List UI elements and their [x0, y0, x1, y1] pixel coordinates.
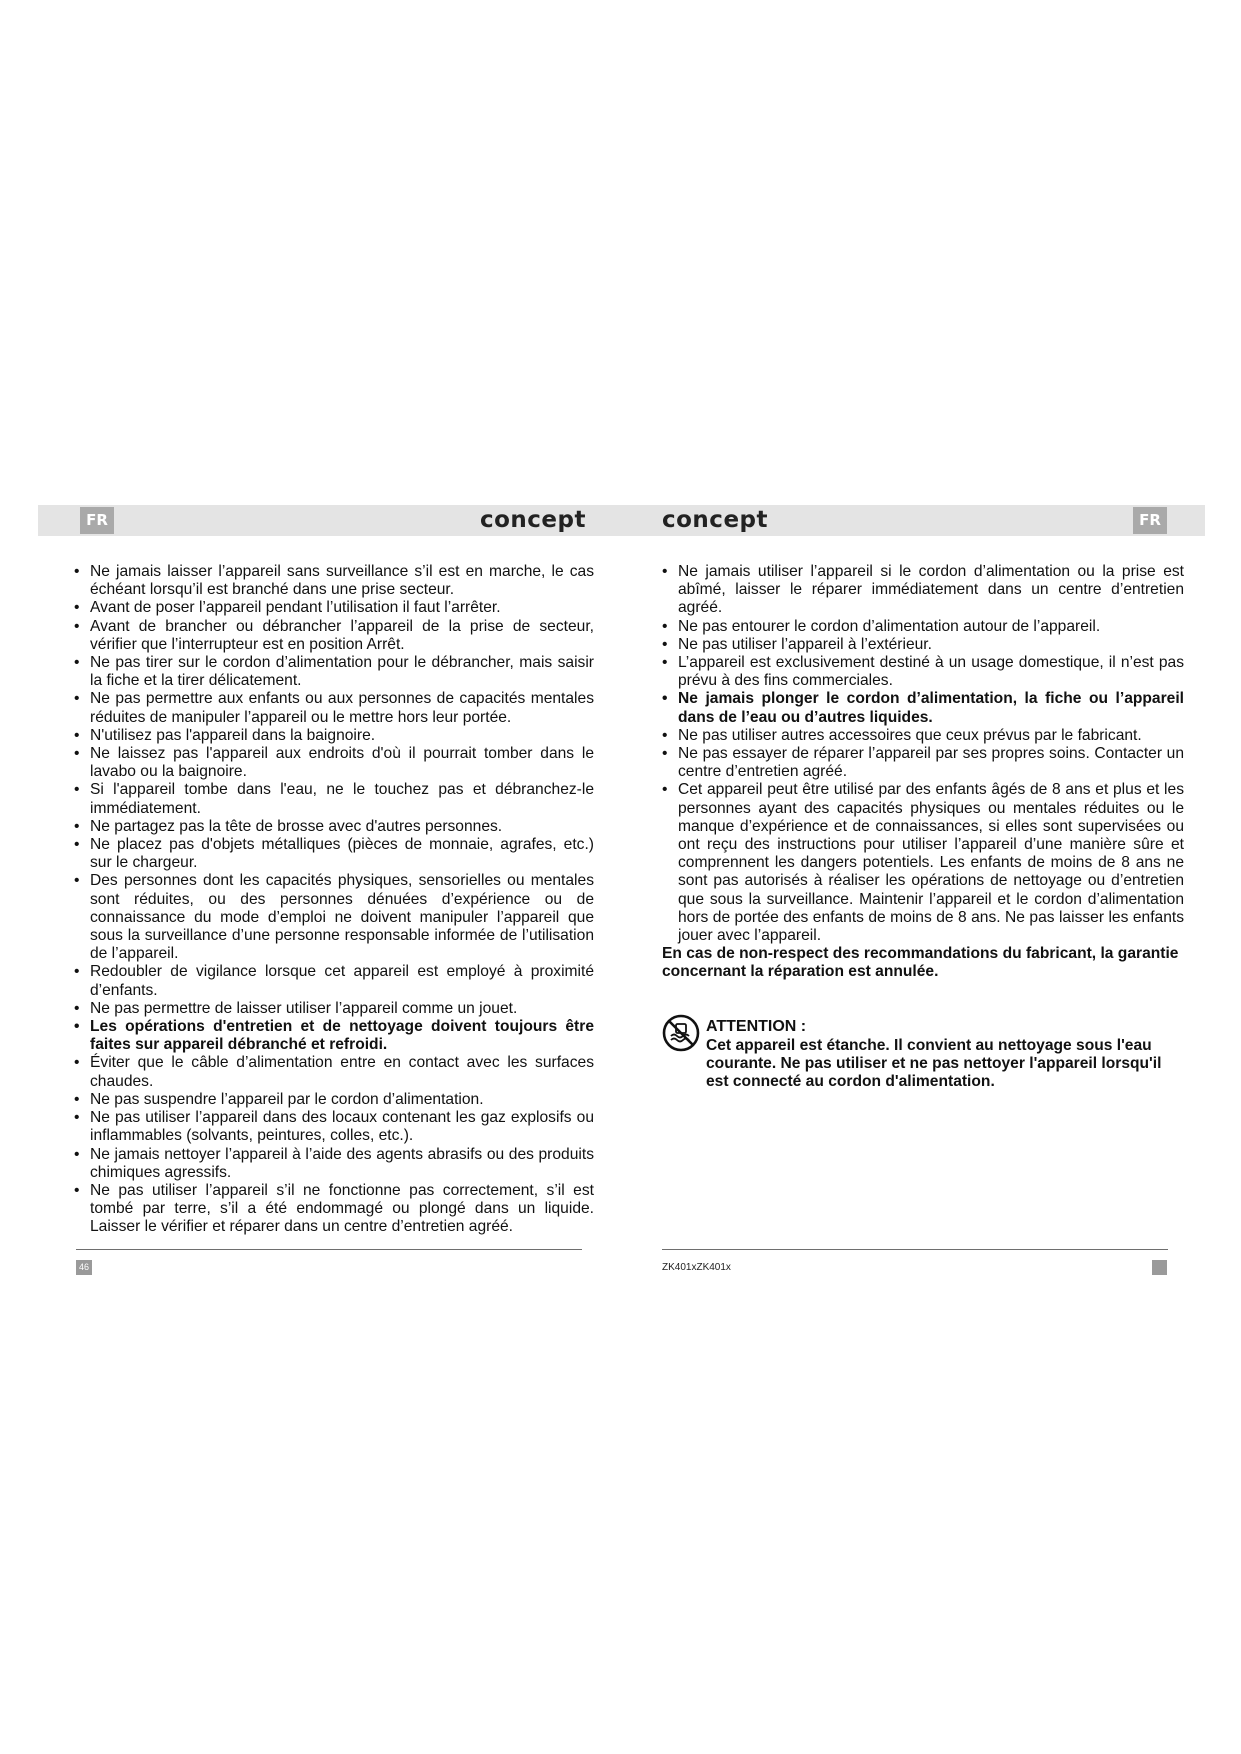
right-column	[662, 563, 1184, 945]
list-item: • Avant de poser l’appareil pendant l’utilisation il faut l’arrêter.	[74, 599, 594, 617]
list-item: • Ne placez pas d'objets métalliques (pièces de monnaie, agrafes, etc.) sur le chargeur.	[74, 836, 594, 872]
list-item: • Redoubler de vigilance lorsque cet appareil est employé à proximité d’enfants.	[74, 963, 594, 999]
left-safety-list	[74, 563, 594, 1237]
list-item: • Cet appareil peut être utilisé par des enfants âgés de 8 ans et plus et les personnes ayant des capacités physiques ou mentales réduites ou le manque d’expérience et de connaissances, si elles sont supervisées ou ont reçu des instructions pour utiliser l’appareil d’une manière sûre et comprennent les dangers potentiels. Les enfants de moins de 8 ans ne sont pas autorisés à réaliser les opérations de nettoyage ou d’entretien que sous la surveillance. Maintenir l’appareil et le cordon d’alimentation hors de portée des enfants de moins de 8 ans. Ne pas laisser les enfants jouer avec l’appareil.	[662, 781, 1184, 945]
no-water-immersion-icon	[662, 1014, 700, 1052]
page-number: 46	[76, 1260, 92, 1275]
list-item: • Ne pas permettre aux enfants ou aux personnes de capacités mentales réduites de manipuler l’appareil ou le mettre hors leur portée.	[74, 690, 594, 726]
list-item: • Ne jamais laisser l’appareil sans surveillance s’il est en marche, le cas échéant lorsqu’il est branché dans une prise secteur.	[74, 563, 594, 599]
brand-logo-left: concept	[479, 507, 586, 533]
list-item: • Ne laissez pas l'appareil aux endroits d'où il pourrait tomber dans le lavabo ou la baignoire.	[74, 745, 594, 781]
right-safety-list	[662, 563, 1184, 945]
attention-text: Cet appareil est étanche. Il convient au nettoyage sous l'eau courante. Ne pas utiliser et ne pas nettoyer l'appareil lorsqu'il est connecté au cordon d'alimentation.	[706, 1037, 1162, 1091]
list-item: • Ne partagez pas la tête de brosse avec d'autres personnes.	[74, 818, 594, 836]
list-item: • Si l'appareil tombe dans l'eau, ne le touchez pas et débranchez-le immédiatement.	[74, 781, 594, 817]
list-item: • N'utilisez pas l'appareil dans la baignoire.	[74, 727, 594, 745]
language-badge-left: FR	[80, 507, 114, 534]
list-item: • Des personnes dont les capacités physiques, sensorielles ou mentales sont réduites, ou des personnes dénuées d’expérience ou de connaissance du mode d’emploi ne doivent manipuler l’appareil que sous la surveillance d’une personne responsable informée de l’utilisation de l’appareil.	[74, 872, 594, 963]
list-item: • Les opérations d'entretien et de nettoyage doivent toujours être faites sur appareil débranché et refroidi.	[74, 1018, 594, 1054]
attention-title: ATTENTION :	[706, 1018, 807, 1035]
header-left	[38, 505, 624, 536]
list-item: • Ne pas utiliser l’appareil s’il ne fonctionne pas correctement, s’il est tombé par terre, s’il a été endommagé ou plongé dans un liquide. Laisser le vérifier et réparer dans un centre d’entretien agréé.	[74, 1182, 594, 1237]
list-item: • Ne jamais utiliser l’appareil si le cordon d’alimentation ou la prise est abîmé, laisser le réparer immédiatement dans un centre d’entretien agréé.	[662, 563, 1184, 618]
page-marker	[1152, 1260, 1167, 1275]
list-item: • Ne jamais plonger le cordon d’alimentation, la fiche ou l’appareil dans de l’eau ou d’autres liquides.	[662, 690, 1184, 726]
warranty-notice: En cas de non-respect des recommandations du fabricant, la garantie concernant la réparation est annulée.	[662, 945, 1179, 981]
list-item: • Ne pas tirer sur le cordon d’alimentation pour le débrancher, mais saisir la fiche et la tirer délicatement.	[74, 654, 594, 690]
list-item: • Ne pas utiliser l’appareil à l’extérieur.	[662, 636, 1184, 654]
brand-logo-right: concept	[662, 507, 769, 533]
list-item: • Ne pas entourer le cordon d’alimentation autour de l’appareil.	[662, 618, 1184, 636]
list-item: • Éviter que le câble d’alimentation entre en contact avec les surfaces chaudes.	[74, 1054, 594, 1090]
list-item: • Avant de brancher ou débrancher l’appareil de la prise de secteur, vérifier que l’interrupteur est en position Arrêt.	[74, 618, 594, 654]
list-item: • Ne pas utiliser l’appareil dans des locaux contenant les gaz explosifs ou inflammables (solvants, peintures, colles, etc.).	[74, 1109, 594, 1145]
list-item: • L’appareil est exclusivement destiné à un usage domestique, il n’est pas prévu à des fins commerciales.	[662, 654, 1184, 690]
language-badge-right: FR	[1133, 507, 1167, 534]
list-item: • Ne pas utiliser autres accessoires que ceux prévus par le fabricant.	[662, 727, 1184, 745]
list-item: • Ne pas permettre de laisser utiliser l’appareil comme un jouet.	[74, 1000, 594, 1018]
footer-divider-left	[76, 1249, 582, 1250]
header-right	[620, 505, 1205, 536]
list-item: • Ne pas suspendre l’appareil par le cordon d’alimentation.	[74, 1091, 594, 1109]
list-item: • Ne jamais nettoyer l’appareil à l’aide des agents abrasifs ou des produits chimiques agressifs.	[74, 1146, 594, 1182]
left-column	[74, 563, 594, 1237]
footer-divider-right	[662, 1249, 1168, 1250]
list-item: • Ne pas essayer de réparer l’appareil par ses propres soins. Contacter un centre d’entretien agréé.	[662, 745, 1184, 781]
model-code: ZK401xZK401x	[662, 1262, 731, 1273]
